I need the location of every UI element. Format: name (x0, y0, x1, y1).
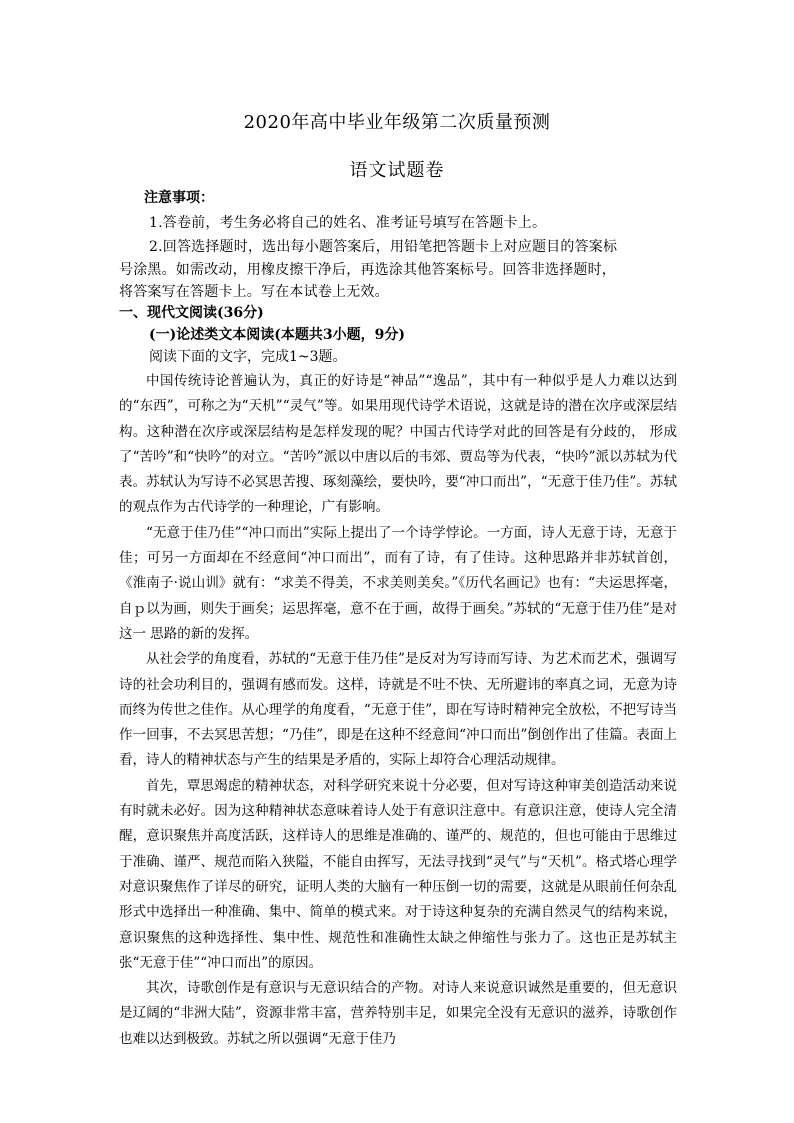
passage-paragraph: 首先，覃思竭虑的精神状态，对科学研究来说十分必要，但对写诗这种审美创造活动来说有时就未必好。因为这种精神状态意味着诗人处于有意识注意中。有意识注意，使诗人完全清醒，意识聚焦并高度活跃，这样诗人的思维是准确的、谨严的、规范的，但也可能由于思维过于准确、谨严、规范而陷入狭隘，不能自由挥写，无法寻找到“灵气”与“天机”。格式塔心理学对意识聚焦作了详尽的研究，证明人类的大脑有一种压倒一切的需要，这就是从眼前任何杂乱形式中选择出一种准确、集中、简单的模式来。对于诗这种复杂的充满自然灵气的结构来说，意识聚焦的这种选择性、集中性、规范性和准确性太缺之伸缩性与张力了。这也正是苏轼主张“无意于佳”“冲口而出”的原因。 (119, 777, 677, 971)
section-subheading: (一)论述类文本阅读(本题共3小题，9分) (149, 327, 405, 343)
notice-heading: 注意事项： (144, 190, 214, 206)
notice-item-2-line-1: 2.回答选择题时，选出每小题答案后，用铅笔把答题卡上对应题目的答案标 (149, 239, 618, 255)
passage-paragraph: 中国传统诗论普遍认为，真正的好诗是“神品”“逸品”，其中有一种似乎是人力难以达到的“东西”，可称之为“天机”“灵气”等。如果用现代诗学术语说，这就是诗的潜在次序或深层结构。这种潜在次序或深层结构是怎样发现的呢？中国古代诗学对此的回答是有分歧的， 形成了“苦吟”和“快吟”的对立。“苦吟”派以中唐以后的韦郊、贾岛等为代表，“快吟”派以苏轼为代表。苏轼认为写诗不必冥思苦搜、琢刻藻绘，要快吟，要“冲口而出”，“无意于佳乃佳”。苏轼的观点作为古代诗学的一种理论，广有影响。 (119, 373, 677, 516)
passage-paragraph: 其次，诗歌创作是有意识与无意识结合的产物。对诗人来说意识诚然是重要的，但无意识是辽阔的“非洲大陆”，资源非常丰富，营养特别丰足，如果完全没有无意识的滋养，诗歌创作也难以达到极致。苏轼之所以强调“无意于佳乃 (119, 980, 677, 1047)
notice-item-2-line-2: 号涂黑。如需改动，用橡皮擦干净后，再选涂其他答案标号。回答非选择题时， (119, 262, 616, 278)
reading-passage (119, 369, 677, 1052)
passage-paragraph: “无意于佳乃佳”“冲口而出”实际上提出了一个诗学悖论。一方面，诗人无意于诗，无意于佳；可另一方面却在不经意间“冲口而出”，而有了诗，有了佳诗。这种思路并非苏轼首创，《淮南子·说山训》就有：“求美不得美，不求美则美矣。”《历代名画记》也有：“夫运思挥毫，自ｐ以为画，则失于画矣；运思挥毫，意不在于画，故得于画矣。”苏轼的“无意于佳乃佳”是对这一 思路的新的发挥。 (119, 524, 677, 642)
notice-item-2-line-3: 将答案写在答题卡上。写在本试卷上无效。 (119, 284, 389, 300)
exam-subtitle: 语文试题卷 (349, 160, 445, 181)
passage-paragraph: 从社会学的角度看，苏轼的“无意于佳乃佳”是反对为写诗而写诗、为艺术而艺术，强调写诗的社会功利目的，强调有感而发。这样，诗就是不吐不快、无所避讳的率真之词，无意为诗而终为传世之佳作。从心理学的角度看，“无意于佳”，即在写诗时精神完全放松，不把写诗当作一回事，不去冥思苦想；“乃佳”，即是在这种不经意间“冲口而出”倒创作出了佳篇。表面上看，诗人的精神状态与产生的结果是矛盾的，实际上却符合心理活动规律。 (119, 651, 677, 769)
reading-instruction: 阅读下面的文字，完成1~3题。 (149, 349, 347, 365)
notice-item-1: 1.答卷前，考生务必将自己的姓名、准考证号填写在答题卡上。 (149, 215, 547, 231)
section-heading: 一、现代文阅读(36分) (119, 305, 264, 321)
exam-title: 2020年高中毕业年级第二次质量预测 (243, 112, 551, 133)
